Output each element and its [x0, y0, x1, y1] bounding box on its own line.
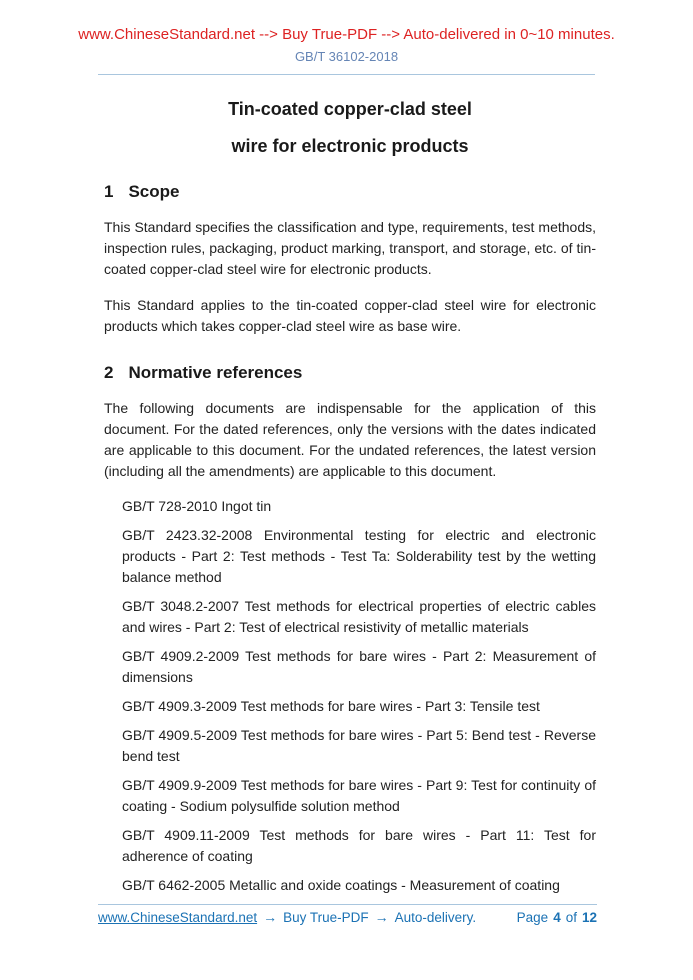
section-1-number: 1: [104, 182, 114, 201]
reference-item: GB/T 728-2010 Ingot tin: [122, 498, 272, 514]
document-title: [104, 99, 596, 156]
of-label: of: [565, 910, 577, 925]
footer-buy-label: Buy True-PDF: [283, 910, 369, 925]
title-line-1: Tin-coated copper-clad steel: [228, 99, 472, 119]
document-body: [104, 99, 596, 896]
title-line-2: wire for electronic products: [231, 136, 469, 156]
reference-item: GB/T 4909.11-2009 Test methods for bare wires - Part 11: Test for adherence of coating: [122, 827, 596, 864]
section-2-heading: [104, 363, 596, 383]
footer-links: [98, 909, 476, 926]
section-2-number: 2: [104, 363, 114, 382]
reference-item: GB/T 4909.5-2009 Test methods for bare wires - Part 5: Bend test - Reverse bend test: [122, 727, 596, 764]
arrow-right-icon: →: [263, 909, 278, 925]
reference-item: GB/T 3048.2-2007 Test methods for electrical properties of electric cables and wires - Part 2: Test of electrical resistivity of metallic materials: [122, 598, 596, 635]
reference-item: GB/T 2423.32-2008 Environmental testing for electric and electronic products - Part 2: Test methods - Test Ta: Solderability test by the wetting balance method: [122, 527, 596, 585]
section-2-paragraph-1: The following documents are indispensable for the application of this document. For the dated references, only the versions with the dates indicated are applicable to this document. For the undated references, the latest version (including all the amendments) are applicable to this document.: [104, 400, 596, 479]
page-footer: [98, 904, 597, 926]
page-indicator: [517, 909, 597, 926]
normative-references-list: [104, 496, 596, 896]
footer-site-link[interactable]: www.ChineseStandard.net: [98, 910, 258, 925]
document-code: GB/T 36102-2018: [294, 49, 399, 64]
header-divider: [98, 74, 595, 75]
total-pages: 12: [581, 910, 597, 925]
reference-item: GB/T 6462-2005 Metallic and oxide coatings - Measurement of coating: [122, 877, 560, 893]
page-label: Page: [516, 910, 549, 925]
section-2-title: Normative references: [128, 363, 303, 382]
promo-banner: www.ChineseStandard.net --> Buy True-PDF --> Auto-delivered in 0~10 minutes.: [78, 26, 615, 43]
section-1-paragraph-1: This Standard specifies the classification and type, requirements, test methods, inspection rules, packaging, product marking, transport, and storage, etc. of tin-coated copper-clad steel wire for electronic products.: [104, 219, 596, 277]
section-1-title: Scope: [128, 182, 180, 201]
reference-item: GB/T 4909.2-2009 Test methods for bare wires - Part 2: Measurement of dimensions: [122, 648, 596, 685]
page-number: 4: [553, 910, 561, 925]
section-1-paragraph-2: This Standard applies to the tin-coated copper-clad steel wire for electronic products which takes copper-clad steel wire as base wire.: [104, 297, 596, 334]
reference-item: GB/T 4909.9-2009 Test methods for bare wires - Part 9: Test for continuity of coating - Sodium polysulfide solution method: [122, 777, 596, 814]
reference-item: GB/T 4909.3-2009 Test methods for bare wires - Part 3: Tensile test: [122, 698, 540, 714]
footer-delivery-label: Auto-delivery.: [394, 910, 477, 925]
section-1-heading: [104, 182, 596, 202]
arrow-right-icon: →: [374, 909, 389, 925]
